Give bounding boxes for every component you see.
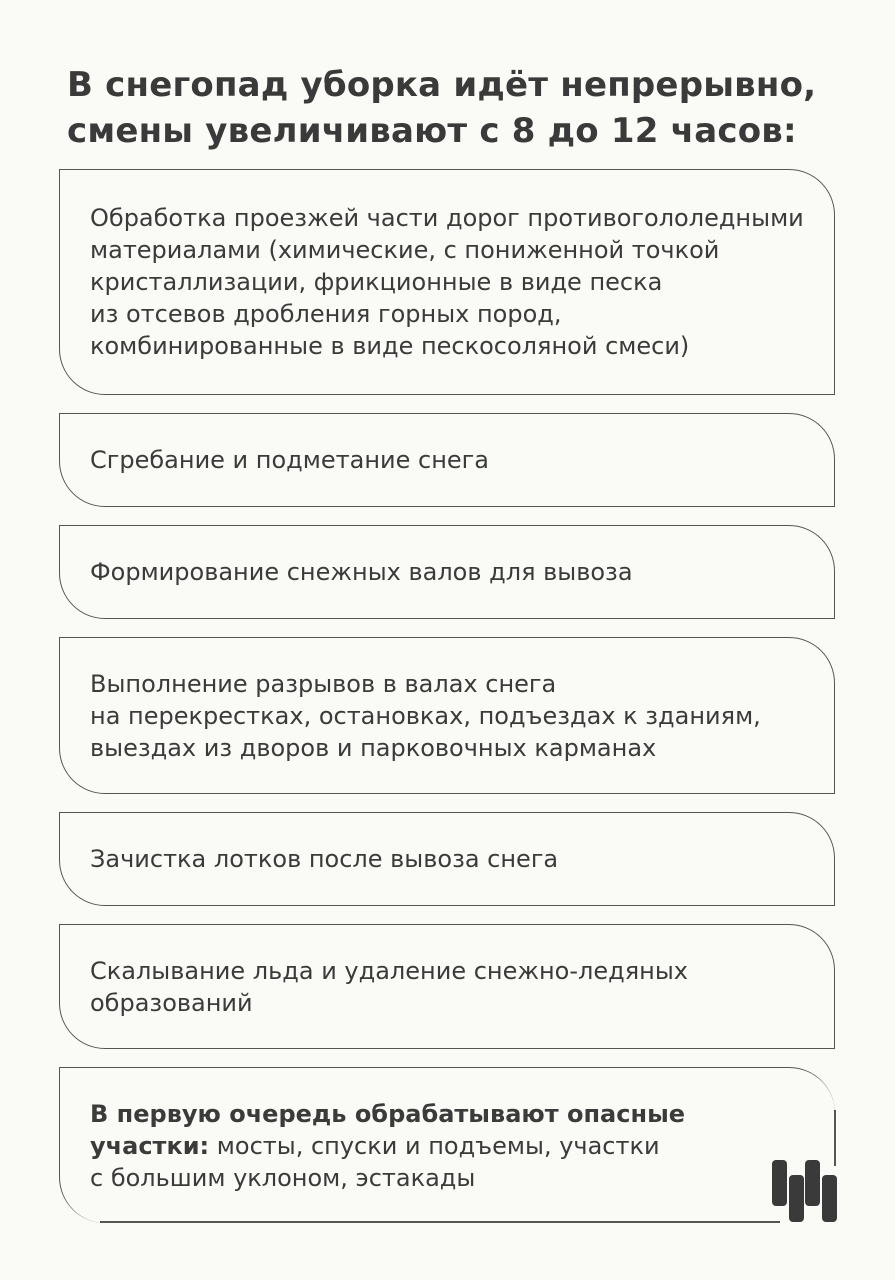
card-deicing (59, 169, 835, 395)
card-line: Скалывание льда и удаление снежно-ледяных (90, 956, 689, 985)
page-title (67, 62, 816, 154)
card-text (90, 202, 804, 362)
bars-logo-icon (772, 1160, 838, 1222)
card-border-bottom (100, 1221, 780, 1223)
card-snow-banks (59, 525, 835, 619)
card-text (90, 1098, 685, 1194)
card-sweeping (59, 413, 835, 507)
card-ice-removal (59, 924, 835, 1049)
card-line: Обработка проезжей части дорог противогололедными (90, 204, 804, 232)
card-text (90, 668, 761, 764)
card-text: Формирование снежных валов для вывоза (90, 558, 633, 586)
card-line: с большим уклоном, эстакады (90, 1163, 476, 1192)
card-line: на перекрестках, остановках, подъездах к зданиям, (90, 701, 761, 730)
card-line: образований (90, 988, 253, 1017)
title-line-2: смены увеличивают с 8 до 12 часов: (67, 111, 797, 151)
card-bold-text: В первую очередь обрабатывают опасные (90, 1099, 686, 1128)
card-line: Выполнение разрывов в валах снега (90, 669, 557, 698)
card-gutters (59, 812, 835, 906)
card-bold-text: участки: (90, 1131, 210, 1160)
card-text: Зачистка лотков после вывоза снега (90, 845, 559, 873)
card-line: материалами (химические, с пониженной точкой (90, 236, 720, 264)
card-border-right (834, 1110, 836, 1166)
card-line: выездах из дворов и парковочных карманах (90, 733, 657, 762)
card-text (90, 955, 688, 1019)
title-line-1: В снегопад уборка идёт непрерывно, (67, 65, 817, 105)
card-bank-breaks (59, 637, 835, 794)
card-priority (59, 1067, 835, 1223)
card-text: Сгребание и подметание снега (90, 446, 489, 474)
card-line: из отсевов дробления горных пород, (90, 300, 562, 328)
card-line: комбинированные в виде пескосоляной смеси) (90, 332, 690, 360)
card-line: кристаллизации, фрикционные в виде песка (90, 268, 663, 296)
card-line: мосты, спуски и подъемы, участки (209, 1131, 660, 1160)
